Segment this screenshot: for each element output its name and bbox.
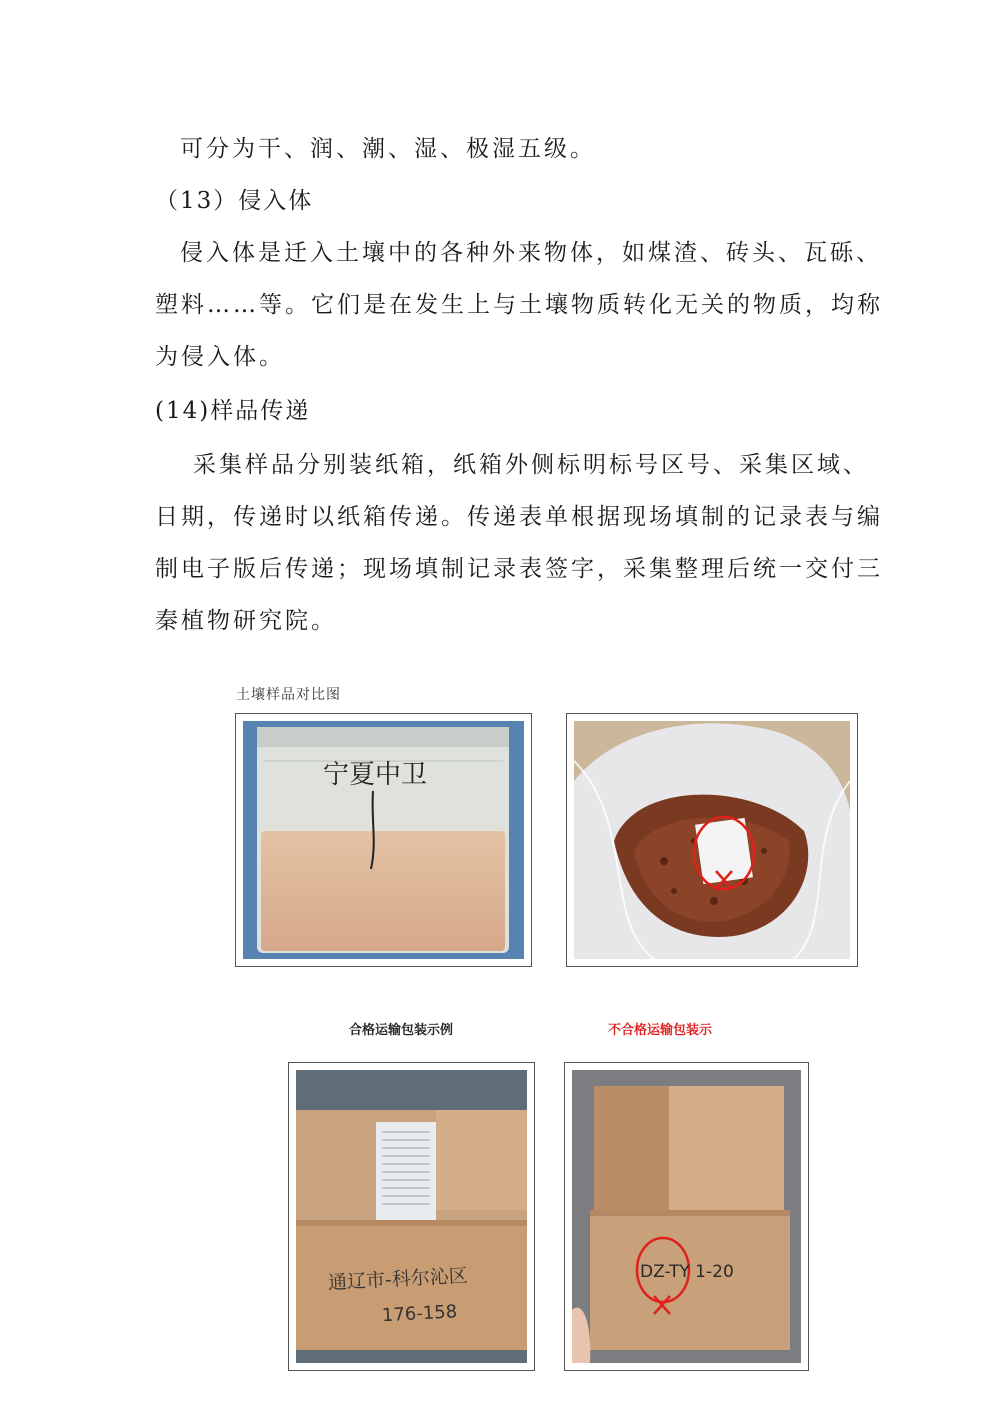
paragraph-13-line-1: 侵入体是迁入土壤中的各种外来物体，如煤渣、砖头、瓦砾、 <box>180 240 882 266</box>
paragraph-14-line-1: 采集样品分别装纸箱，纸箱外侧标明标号区号、采集区域、 <box>193 452 869 478</box>
red-soil-bag-photo <box>566 713 858 967</box>
figure-caption-soil-comparison: 土壤样品对比图 <box>236 687 341 703</box>
handwritten-label-tongliao: 通辽市-科尔沁区 <box>327 1264 469 1295</box>
paragraph-14-line-4: 秦植物研究院。 <box>155 608 337 634</box>
handwritten-label-176-158: 176-158 <box>381 1301 458 1327</box>
paragraph-14-line-3: 制电子版后传递；现场填制记录表签字，采集整理后统一交付三 <box>155 556 883 582</box>
unqualified-box-photo <box>564 1062 809 1371</box>
caption-unqualified-packaging: 不合格运输包装示 <box>608 1023 713 1038</box>
soil-sample-bag-photo <box>235 713 532 967</box>
handwritten-label-ningxia-zhongwei: 宁夏中卫 <box>323 760 428 790</box>
paragraph-13-line-2: 塑料……等。它们是在发生上与土壤物质转化无关的物质，均称 <box>155 292 883 318</box>
section-heading-13: （13）侵入体 <box>155 188 314 214</box>
text-line-1: 可分为干、润、潮、湿、极湿五级。 <box>180 136 596 162</box>
paragraph-13-line-3: 为侵入体。 <box>155 344 285 370</box>
paragraph-14-line-2: 日期，传递时以纸箱传递。传递表单根据现场填制的记录表与编 <box>155 504 883 530</box>
qualified-box-photo <box>288 1062 535 1371</box>
caption-qualified-packaging: 合格运输包装示例 <box>349 1023 454 1038</box>
section-heading-14: (14)样品传递 <box>155 398 311 424</box>
handwritten-label-dz-ty: DZ-TY 1-20 <box>640 1262 734 1282</box>
